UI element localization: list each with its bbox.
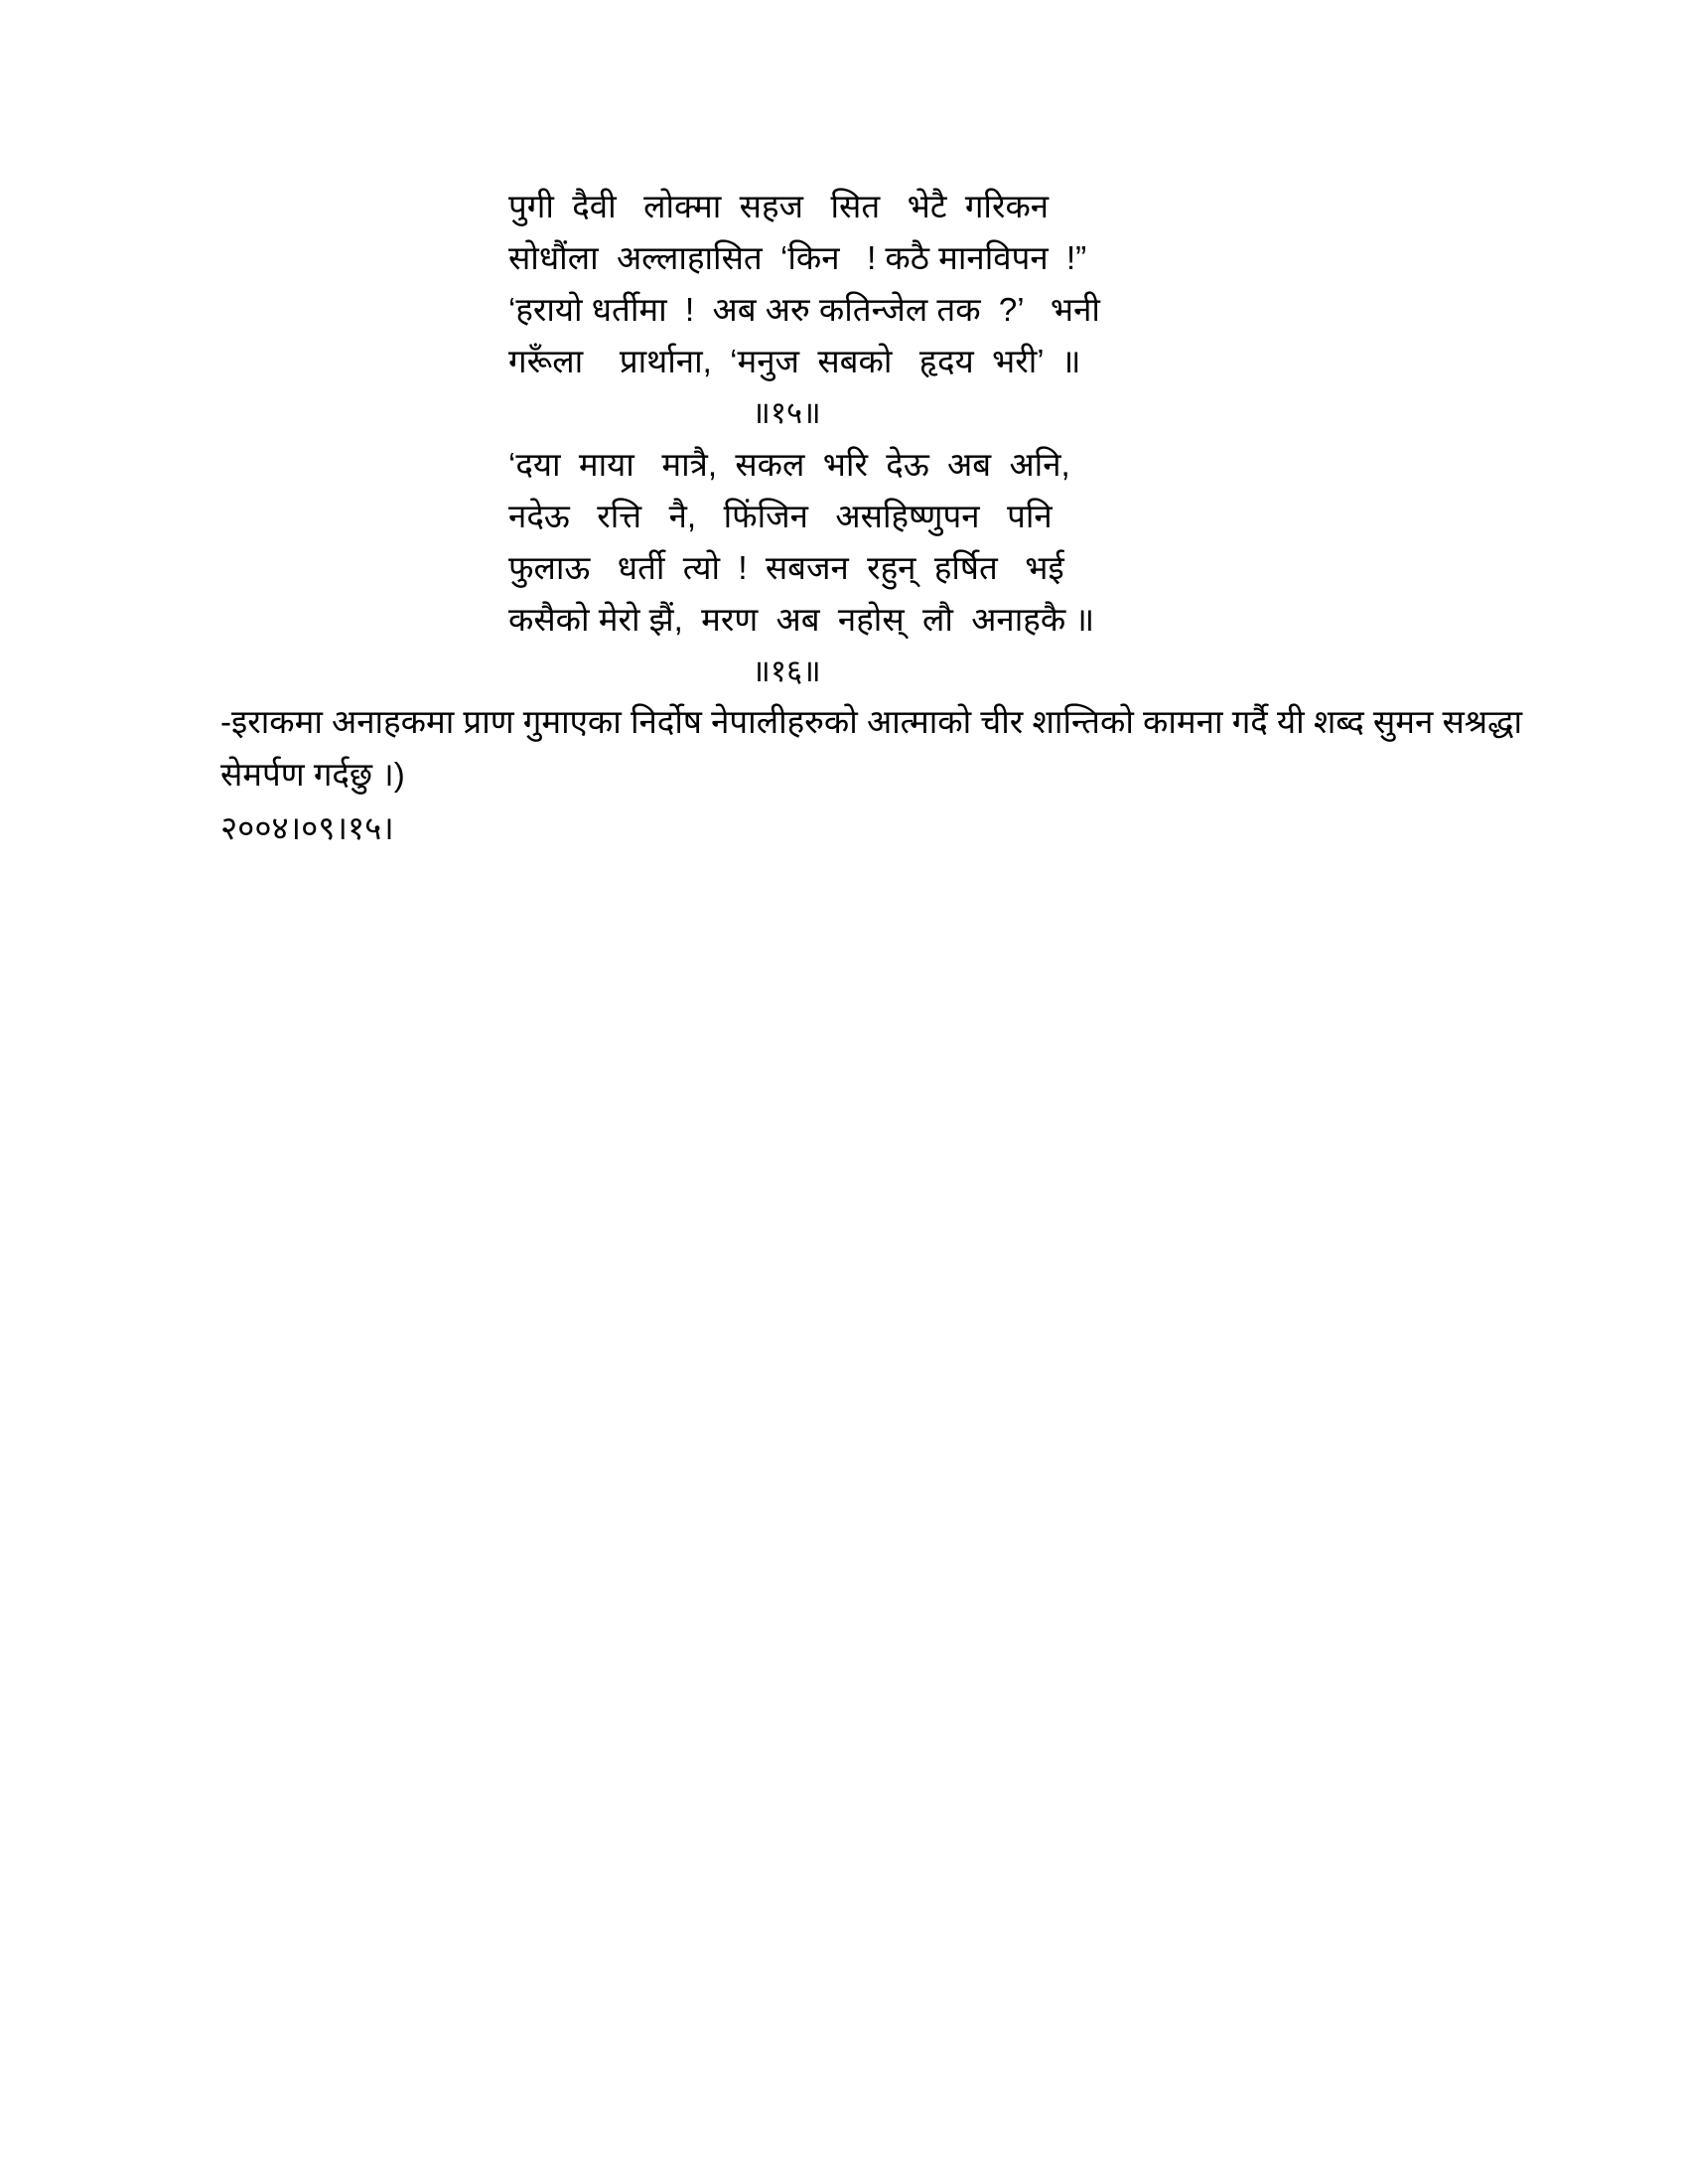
- dedication: [220, 695, 1571, 854]
- poem-line: कसैको मेरो झैं, मरण अब नहोस् लौ अनाहकै ॥: [508, 601, 1095, 638]
- poem-line: नदेऊ रत्ति नै, फिंजिन असहिष्णुपन पनि: [508, 498, 1053, 534]
- poem-line: फुलाऊ धर्ती त्यो ! सबजन रहुन् हर्षित भई: [508, 549, 1064, 586]
- verse-number-15: ॥१५॥: [752, 395, 821, 430]
- poem-line: ‘दया माया मात्रै, सकल भरि देऊ अब अनि,: [508, 446, 1070, 483]
- dedication-line-2: सेमर्पण गर्दछु ।): [220, 756, 405, 793]
- stanza-16: [508, 439, 1104, 697]
- dedication-line-1: -इराकमा अनाहकमा प्राण गुमाएका निर्दोष नेपालीहरुको आत्माको चीर शान्तिको कामना गर्दै यी शब्द सुमन सश्रद्धा: [220, 703, 1523, 740]
- poem-line: पुगी दैवी लोक्मा सहज सित भेटै गरिकन: [508, 188, 1050, 224]
- date-line: २००४।०९।१५।: [220, 809, 394, 846]
- poem-line: गरूँला प्रार्थाना, ‘मनुज सबको हृदय भरी’ ॥: [508, 343, 1081, 379]
- poem-line: ‘हरायो धर्तीमा ! अब अरु कतिन्जेल तक ?’ भनी: [508, 291, 1100, 328]
- poem: [508, 181, 1104, 697]
- verse-number-16: ॥१६॥: [752, 654, 821, 688]
- stanza-15: [508, 181, 1104, 439]
- poem-line: सोधौंला अल्लाहासित ‘किन ! कठै मानविपन !”: [508, 239, 1087, 276]
